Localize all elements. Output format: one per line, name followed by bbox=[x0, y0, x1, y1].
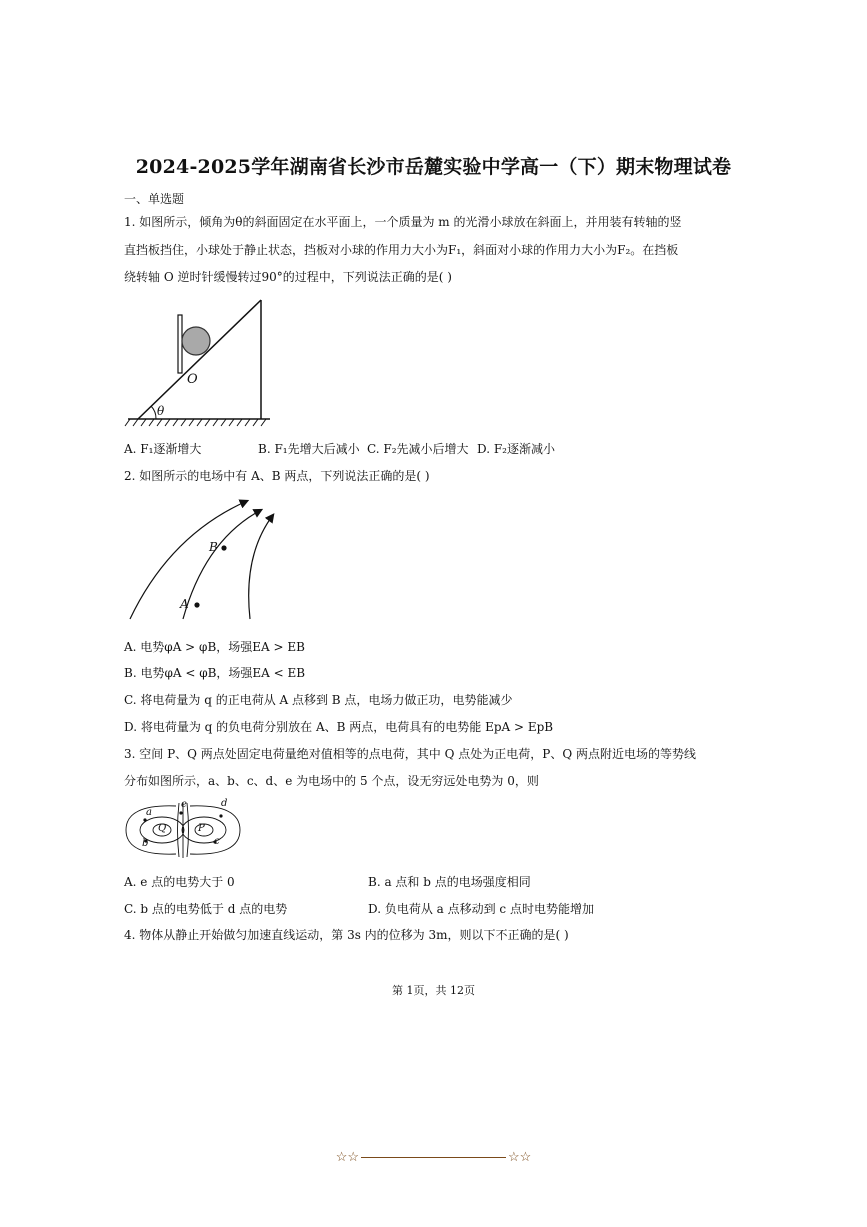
q3-point-c-label: c bbox=[214, 836, 220, 847]
q3-point-b-label: b bbox=[142, 838, 149, 849]
decorative-divider bbox=[0, 1150, 867, 1165]
star-icon-right: ☆☆ bbox=[508, 1150, 532, 1165]
page-title: 2024-2025学年湖南省长沙市岳麓实验中学高一（下）期末物理试卷 bbox=[135, 156, 732, 178]
q1-stem-line-2: 直挡板挡住，小球处于静止状态，挡板对小球的作用力大小为F₁，斜面对小球的作用力大小为F₂。在挡板 bbox=[124, 243, 679, 257]
q2-option-c: C. 将电荷量为 q 的正电荷从 A 点移到 B 点，电场力做正功，电势能减少 bbox=[124, 693, 513, 707]
q3-point-d-label: d bbox=[221, 798, 228, 809]
q2-point-a-label: A bbox=[180, 597, 189, 611]
q1-incline-figure bbox=[120, 295, 280, 430]
q3-charge-q-label: Q bbox=[158, 823, 167, 834]
star-icon-left: ☆☆ bbox=[335, 1150, 359, 1165]
q1-option-b: B. F₁先增大后减小 bbox=[258, 442, 360, 456]
q1-stem-line-1: 1. 如图所示，倾角为θ的斜面固定在水平面上，一个质量为 m 的光滑小球放在斜面上，并用装有转轴的竖 bbox=[124, 215, 682, 229]
q1-pivot-label: O bbox=[187, 372, 198, 387]
q1-stem-line-3: 绕转轴 O 逆时针缓慢转过90°的过程中，下列说法正确的是( ) bbox=[124, 270, 452, 284]
q1-option-c: C. F₂先减小后增大 bbox=[367, 442, 469, 456]
q3-stem-line-1: 3. 空间 P、Q 两点处固定电荷量绝对值相等的点电荷，其中 Q 点处为正电荷，P、Q 两点附近电场的等势线 bbox=[124, 747, 697, 761]
q2-option-a: A. 电势φA > φB，场强EA > EB bbox=[124, 640, 305, 654]
q3-stem-line-2: 分布如图所示，a、b、c、d、e 为电场中的 5 个点，设无穷远处电势为 0，则 bbox=[124, 774, 539, 788]
q4-stem: 4. 物体从静止开始做匀加速直线运动，第 3s 内的位移为 3m，则以下不正确的是( ) bbox=[124, 928, 569, 942]
q1-option-a: A. F₁逐渐增大 bbox=[124, 442, 202, 456]
q3-option-c: C. b 点的电势低于 d 点的电势 bbox=[124, 902, 288, 916]
section-heading: 一、单选题 bbox=[124, 192, 185, 206]
q3-charge-p-label: P bbox=[198, 823, 205, 834]
q1-option-d: D. F₂逐渐减小 bbox=[477, 442, 555, 456]
q3-option-b: B. a 点和 b 点的电场强度相同 bbox=[368, 875, 531, 889]
q3-point-a-label: a bbox=[146, 807, 152, 818]
q2-stem: 2. 如图所示的电场中有 A、B 两点，下列说法正确的是( ) bbox=[124, 469, 430, 483]
q3-option-d: D. 负电荷从 a 点移动到 c 点时电势能增加 bbox=[368, 902, 594, 916]
q2-point-b-label: B bbox=[209, 540, 218, 554]
q1-angle-label: θ bbox=[157, 404, 165, 418]
q3-point-e-label: e bbox=[181, 799, 187, 810]
page-number-footer: 第 1页，共 12页 bbox=[392, 984, 475, 997]
q3-option-a: A. e 点的电势大于 0 bbox=[124, 875, 235, 889]
q2-option-b: B. 电势φA < φB，场强EA < EB bbox=[124, 666, 306, 680]
q2-option-d: D. 将电荷量为 q 的负电荷分别放在 A、B 两点，电荷具有的电势能 EpA > EpB bbox=[124, 720, 554, 734]
q2-field-lines-figure bbox=[125, 495, 285, 625]
